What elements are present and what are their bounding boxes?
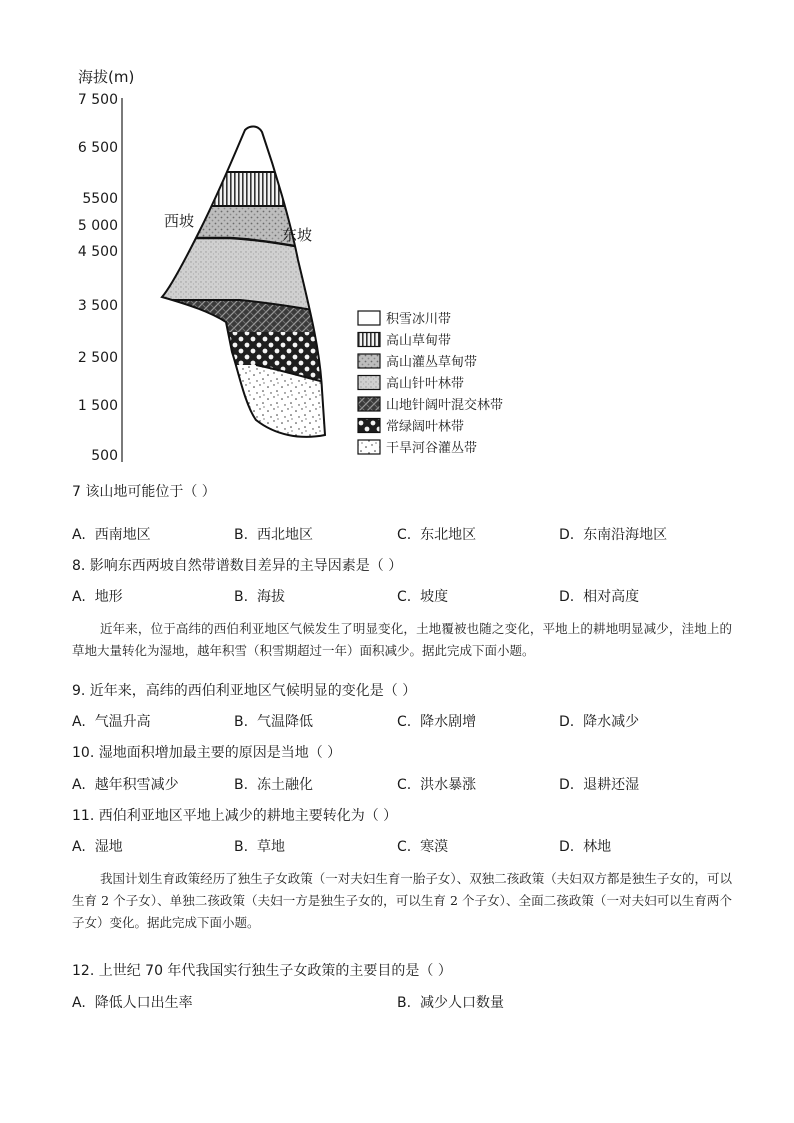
mountain-bands <box>130 120 350 460</box>
q7-option-a: A. 西南地区 <box>72 527 151 543</box>
y-tick-label: 1 500 <box>77 398 118 414</box>
legend-swatch <box>358 354 380 368</box>
legend-swatch <box>358 419 380 433</box>
legend-swatch <box>358 440 380 454</box>
legend-swatch <box>358 311 380 325</box>
q10-option-d: D. 退耕还湿 <box>559 777 640 793</box>
question-9-stem: 9. 近年来，高纬的西伯利亚地区气候明显的变化是（ ） <box>72 683 417 699</box>
q9-option-d: D. 降水减少 <box>559 714 640 730</box>
q8-option-d: D. 相对高度 <box>559 589 640 605</box>
east-slope-label: 东坡 <box>282 226 313 244</box>
band-mixed <box>130 300 350 332</box>
q7-option-b: B. 西北地区 <box>234 527 313 543</box>
y-tick-label: 5 000 <box>77 218 118 234</box>
passage-family-planning: 我国计划生育政策经历了独生子女政策（一对夫妇生育一胎子女）、双独二孩政策（夫妇双方都是独生子女的，可以生育 2 个子女）、单独二孩政策（夫妇一方是独生子女的，可以生育 2 个子女）、全面二孩政策（一对夫妇可以生育两个子女）变化。据此完成下面小题。 <box>72 871 732 930</box>
question-7-stem: 7 该山地可能位于（ ） <box>72 484 216 500</box>
q10-option-a: A. 越年积雪减少 <box>72 777 179 793</box>
y-tick-label: 2 500 <box>77 350 118 366</box>
q11-option-d: D. 林地 <box>559 839 612 855</box>
band-meadow <box>130 172 350 206</box>
y-tick-label: 4 500 <box>77 244 118 260</box>
legend-label: 积雪冰川带 <box>386 312 452 327</box>
legend-label: 高山针叶林带 <box>386 376 465 392</box>
vertical-zonation-figure <box>70 60 540 470</box>
y-axis-ticks <box>78 92 118 464</box>
q9-option-b: B. 气温降低 <box>234 714 313 730</box>
q8-option-b: B. 海拔 <box>234 589 285 605</box>
question-11-stem: 11. 西伯利亚地区平地上减少的耕地主要转化为（ ） <box>72 808 398 824</box>
question-12-stem: 12. 上世纪 70 年代我国实行独生子女政策的主要目的是（ ） <box>72 963 452 979</box>
q10-option-b: B. 冻土融化 <box>234 777 313 793</box>
question-8-stem: 8. 影响东西两坡自然带谱数目差异的主导因素是（ ） <box>72 558 403 574</box>
west-slope-label: 西坡 <box>164 212 195 230</box>
y-axis-title: 海拔(m) <box>78 68 135 86</box>
mountain-diagram <box>70 60 540 470</box>
q12-option-a: A. 降低人口出生率 <box>72 995 193 1011</box>
question-10-stem: 10. 湿地面积增加最主要的原因是当地（ ） <box>72 745 342 761</box>
legend-label: 常绿阔叶林带 <box>386 419 465 435</box>
q9-option-a: A. 气温升高 <box>72 714 151 730</box>
legend-swatch <box>358 333 380 347</box>
legend-label: 高山草甸带 <box>386 333 452 349</box>
legend-swatch <box>358 376 380 390</box>
y-tick-label: 7 500 <box>77 92 118 108</box>
q8-option-c: C. 坡度 <box>397 589 449 605</box>
legend <box>358 311 503 456</box>
q8-option-a: A. 地形 <box>72 589 123 605</box>
q7-option-d: D. 东南沿海地区 <box>559 527 668 543</box>
q9-option-c: C. 降水剧增 <box>397 714 477 730</box>
y-tick-label: 5500 <box>82 191 118 207</box>
legend-label: 干旱河谷灌丛带 <box>386 441 478 456</box>
legend-label: 山地针阔叶混交林带 <box>386 398 504 413</box>
q12-option-b: B. 减少人口数量 <box>397 995 504 1011</box>
q7-option-c: C. 东北地区 <box>397 527 477 543</box>
y-tick-label: 3 500 <box>77 298 118 314</box>
passage-siberia: 近年来，位于高纬的西伯利亚地区气候发生了明显变化，土地覆被也随之变化，平地上的耕地明显减少，洼地上的草地大量转化为湿地，越年积雪（积雪期超过一年）面积减少。据此完成下面小题。 <box>72 621 732 658</box>
legend-label: 高山灌丛草甸带 <box>386 355 478 370</box>
q11-option-c: C. 寒漠 <box>397 839 449 855</box>
legend-swatch <box>358 397 380 411</box>
q11-option-a: A. 湿地 <box>72 839 123 855</box>
band-snow <box>130 120 350 172</box>
y-tick-label: 6 500 <box>77 140 118 156</box>
y-tick-label: 500 <box>91 448 118 464</box>
q11-option-b: B. 草地 <box>234 839 285 855</box>
q10-option-c: C. 洪水暴涨 <box>397 777 477 793</box>
